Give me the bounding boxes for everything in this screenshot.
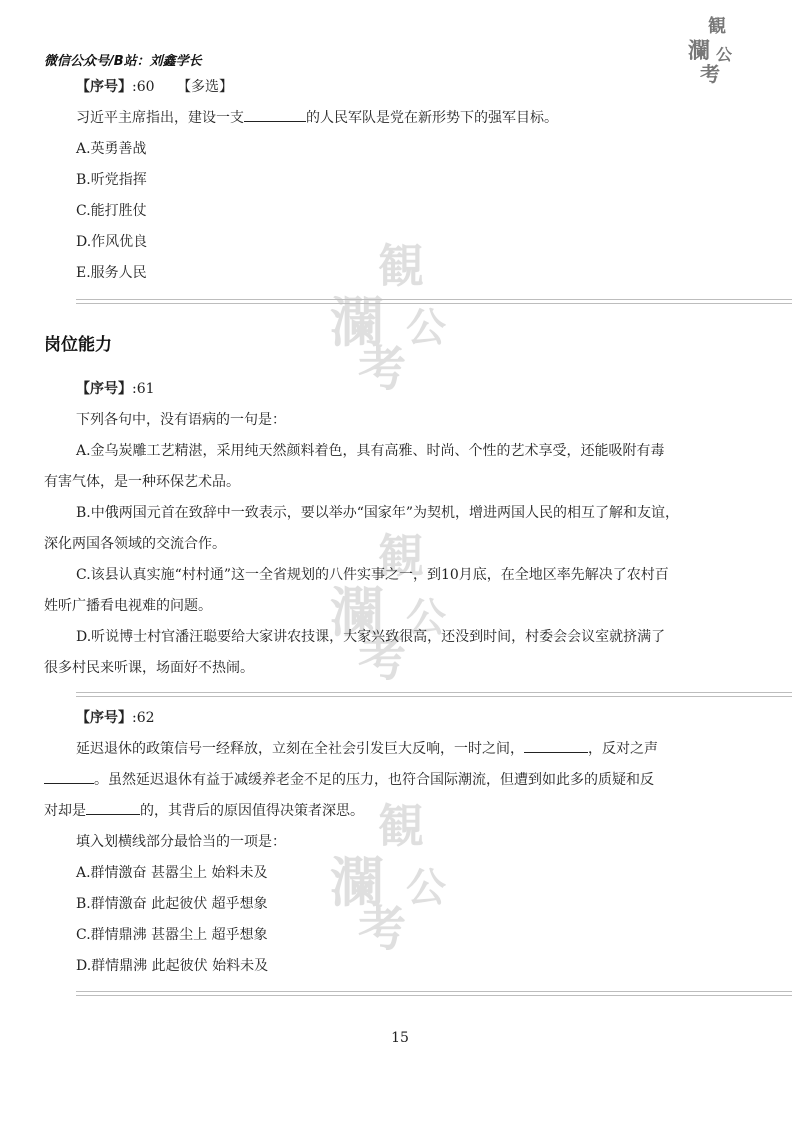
option: D.群情鼎沸 此起彼伏 始料未及 xyxy=(76,958,269,974)
option: A.群情激奋 甚嚣尘上 始料未及 xyxy=(76,865,268,881)
header-note: 微信公众号/B站：刘鑫学长 xyxy=(44,54,202,69)
stem-part: 的，其背后的原因值得决策者深思。 xyxy=(140,803,364,819)
divider xyxy=(76,991,792,996)
watermark-char: 瀾 xyxy=(330,580,384,644)
question-instruction: 填入划横线部分最恰当的一项是： xyxy=(76,834,286,850)
question-stem xyxy=(44,796,768,827)
question-header xyxy=(76,72,768,103)
logo-char: 考 xyxy=(700,62,720,86)
watermark-char: 観 xyxy=(378,529,424,583)
question-label: 【序号】 xyxy=(76,381,132,397)
watermark-char: 観 xyxy=(378,799,424,853)
stem-part: 习近平主席指出，建设一支 xyxy=(76,110,244,126)
option: A.英勇善战 xyxy=(76,141,147,157)
question-61 xyxy=(44,374,768,684)
watermark-char: 瀾 xyxy=(330,290,384,354)
question-stem xyxy=(44,734,768,765)
question-60 xyxy=(76,72,768,289)
section-title: 岗位能力 xyxy=(44,335,112,355)
fill-blank xyxy=(244,107,306,122)
question-stem xyxy=(44,765,768,796)
option-line: 姓听广播看电视难的问题。 xyxy=(44,598,212,614)
question-header xyxy=(76,374,768,405)
watermark-char: 瀾 xyxy=(330,850,384,914)
question-number: :60 xyxy=(132,79,155,95)
option: D.作风优良 xyxy=(76,234,148,250)
option-line: B.中俄两国元首在致辞中一致表示，要以举办“国家年”为契机，增进两国人民的相互了解和友谊， xyxy=(76,505,680,521)
option-line: 有害气体，是一种环保艺术品。 xyxy=(44,474,240,490)
question-number: :62 xyxy=(132,710,155,726)
watermark-char: 公 xyxy=(406,864,446,911)
option: E.服务人民 xyxy=(76,265,147,281)
stem-part: ，反对之声 xyxy=(588,741,658,757)
stem-part: 延迟退休的政策信号一经释放，立刻在全社会引发巨大反响，一时之间， xyxy=(76,741,524,757)
logo-char: 公 xyxy=(716,45,733,64)
question-type: 【多选】 xyxy=(176,79,233,95)
stem-part: 的人民军队是党在新形势下的强军目标。 xyxy=(306,110,558,126)
logo-char: 観 xyxy=(708,16,726,37)
option-line: 很多村民来听课，场面好不热闹。 xyxy=(44,660,254,676)
question-label: 【序号】 xyxy=(76,79,132,95)
watermark-char: 考 xyxy=(358,631,407,687)
fill-blank xyxy=(524,738,588,753)
option: B.群情激奋 此起彼伏 超乎想象 xyxy=(76,896,268,912)
divider xyxy=(76,692,792,697)
option: C.能打胜仗 xyxy=(76,203,147,219)
question-number: :61 xyxy=(132,381,155,397)
watermark-char: 公 xyxy=(406,594,446,641)
question-stem: 下列各句中，没有语病的一句是： xyxy=(76,412,286,428)
option-line: D.听说博士村官潘汪聪要给大家讲农技课，大家兴致很高，还没到时间，村委会会议室就挤满了 xyxy=(76,629,666,645)
fill-blank xyxy=(86,800,140,815)
question-62 xyxy=(44,703,768,982)
divider xyxy=(76,299,792,304)
watermark-char: 公 xyxy=(406,304,446,351)
fill-blank xyxy=(44,769,94,784)
option: C.群情鼎沸 甚嚣尘上 超乎想象 xyxy=(76,927,268,943)
option-line: C.该县认真实施“村村通”这一全省规划的八件实事之一，到10月底，在全地区率先解决了农村百 xyxy=(76,567,669,583)
question-stem xyxy=(76,103,768,134)
page-number: 15 xyxy=(391,1030,409,1046)
option-line: 深化两国各领域的交流合作。 xyxy=(44,536,226,552)
stem-part: 。虽然延迟退休有益于减缓养老金不足的压力，也符合国际潮流，但遭到如此多的质疑和反 xyxy=(94,772,654,788)
option-line: A.金乌炭雕工艺精湛，采用纯天然颜料着色，具有高雅、时尚、个性的艺术享受，还能吸附有毒 xyxy=(76,443,665,459)
watermark-char: 観 xyxy=(378,239,424,293)
option: B.听党指挥 xyxy=(76,172,147,188)
watermark-char: 考 xyxy=(358,341,407,397)
question-header xyxy=(76,703,768,734)
question-label: 【序号】 xyxy=(76,710,132,726)
stem-part: 对却是 xyxy=(44,803,86,819)
watermark-char: 考 xyxy=(358,901,407,957)
logo-char: 瀾 xyxy=(688,38,711,64)
